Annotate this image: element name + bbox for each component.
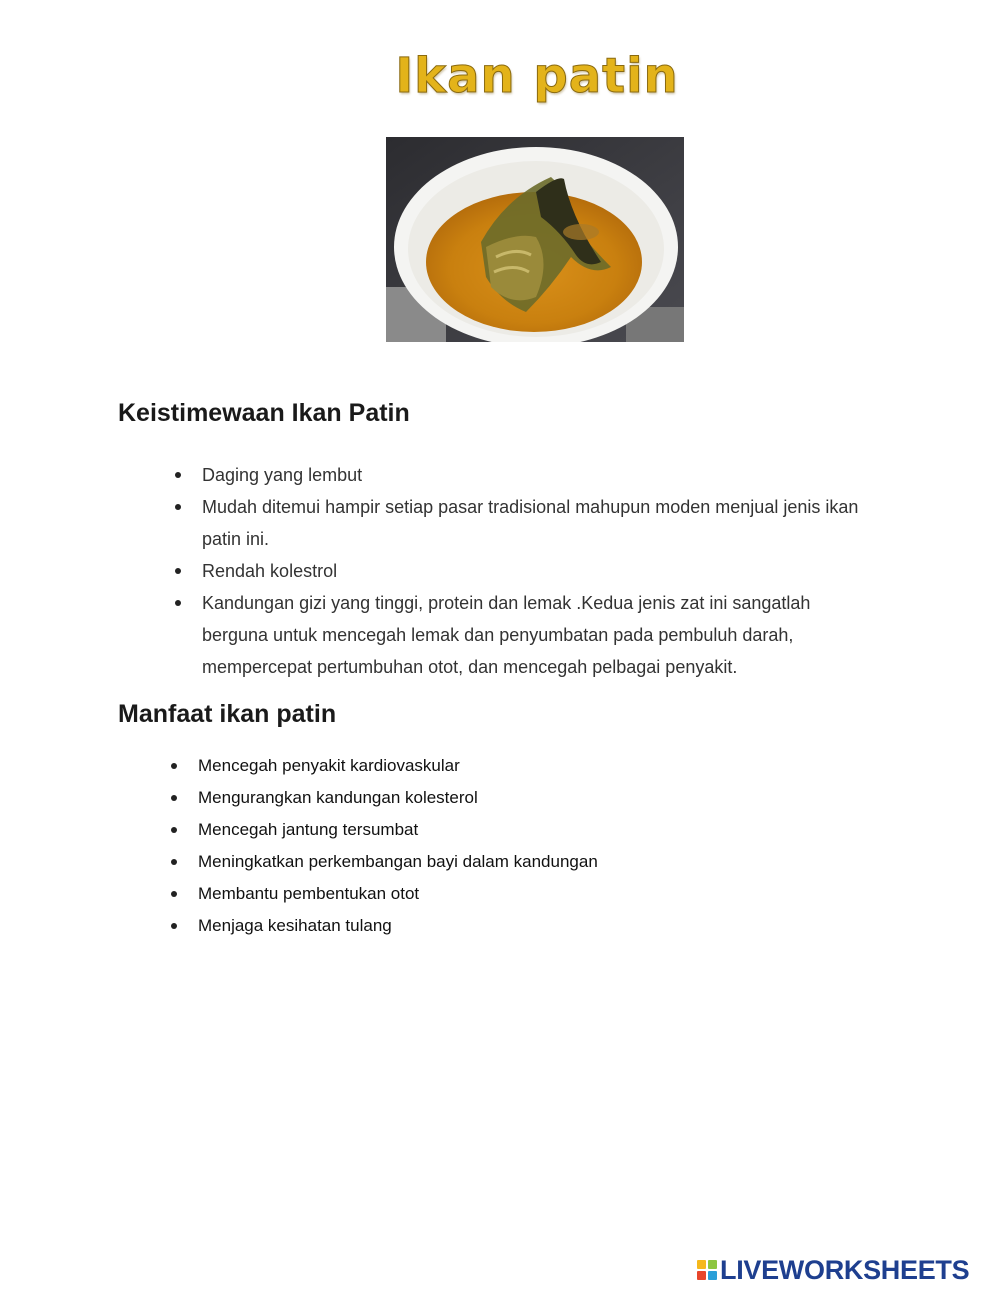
fish-curry-photo (386, 137, 684, 342)
list-item: Daging yang lembut (202, 459, 862, 491)
list-item: Mencegah jantung tersumbat (198, 814, 798, 846)
section-heading-keistimewaan: Keistimewaan Ikan Patin (118, 399, 410, 427)
list-item: Membantu pembentukan otot (198, 878, 798, 910)
logo-square-green (708, 1260, 717, 1269)
logo-square-red (697, 1271, 706, 1280)
logo-square-blue (708, 1271, 717, 1280)
keistimewaan-list (202, 459, 862, 683)
list-item: Mengurangkan kandungan kolesterol (198, 782, 798, 814)
manfaat-list (198, 750, 798, 942)
list-item: Mudah ditemui hampir setiap pasar tradisional mahupun moden menjual jenis ikan patin ini. (202, 491, 862, 555)
list-item: Meningkatkan perkembangan bayi dalam kandungan (198, 846, 798, 878)
liveworksheets-logo-icon (697, 1260, 717, 1280)
list-item: Mencegah penyakit kardiovaskular (198, 750, 798, 782)
logo-square-yellow (697, 1260, 706, 1269)
logo-text: LIVEWORKSHEETS (720, 1254, 970, 1285)
section-heading-manfaat: Manfaat ikan patin (118, 700, 337, 728)
liveworksheets-logo (697, 1255, 969, 1285)
list-item: Rendah kolestrol (202, 555, 862, 587)
page-title: Ikan patin (395, 48, 679, 104)
list-item: Kandungan gizi yang tinggi, protein dan lemak .Kedua jenis zat ini sangatlah berguna untuk mencegah lemak dan penyumbatan pada pembuluh darah, mempercepat pertumbuhan otot, dan mencegah pelbagai penyakit. (202, 587, 862, 683)
fish-curry-bowl-image (386, 137, 684, 342)
list-item: Menjaga kesihatan tulang (198, 910, 798, 942)
